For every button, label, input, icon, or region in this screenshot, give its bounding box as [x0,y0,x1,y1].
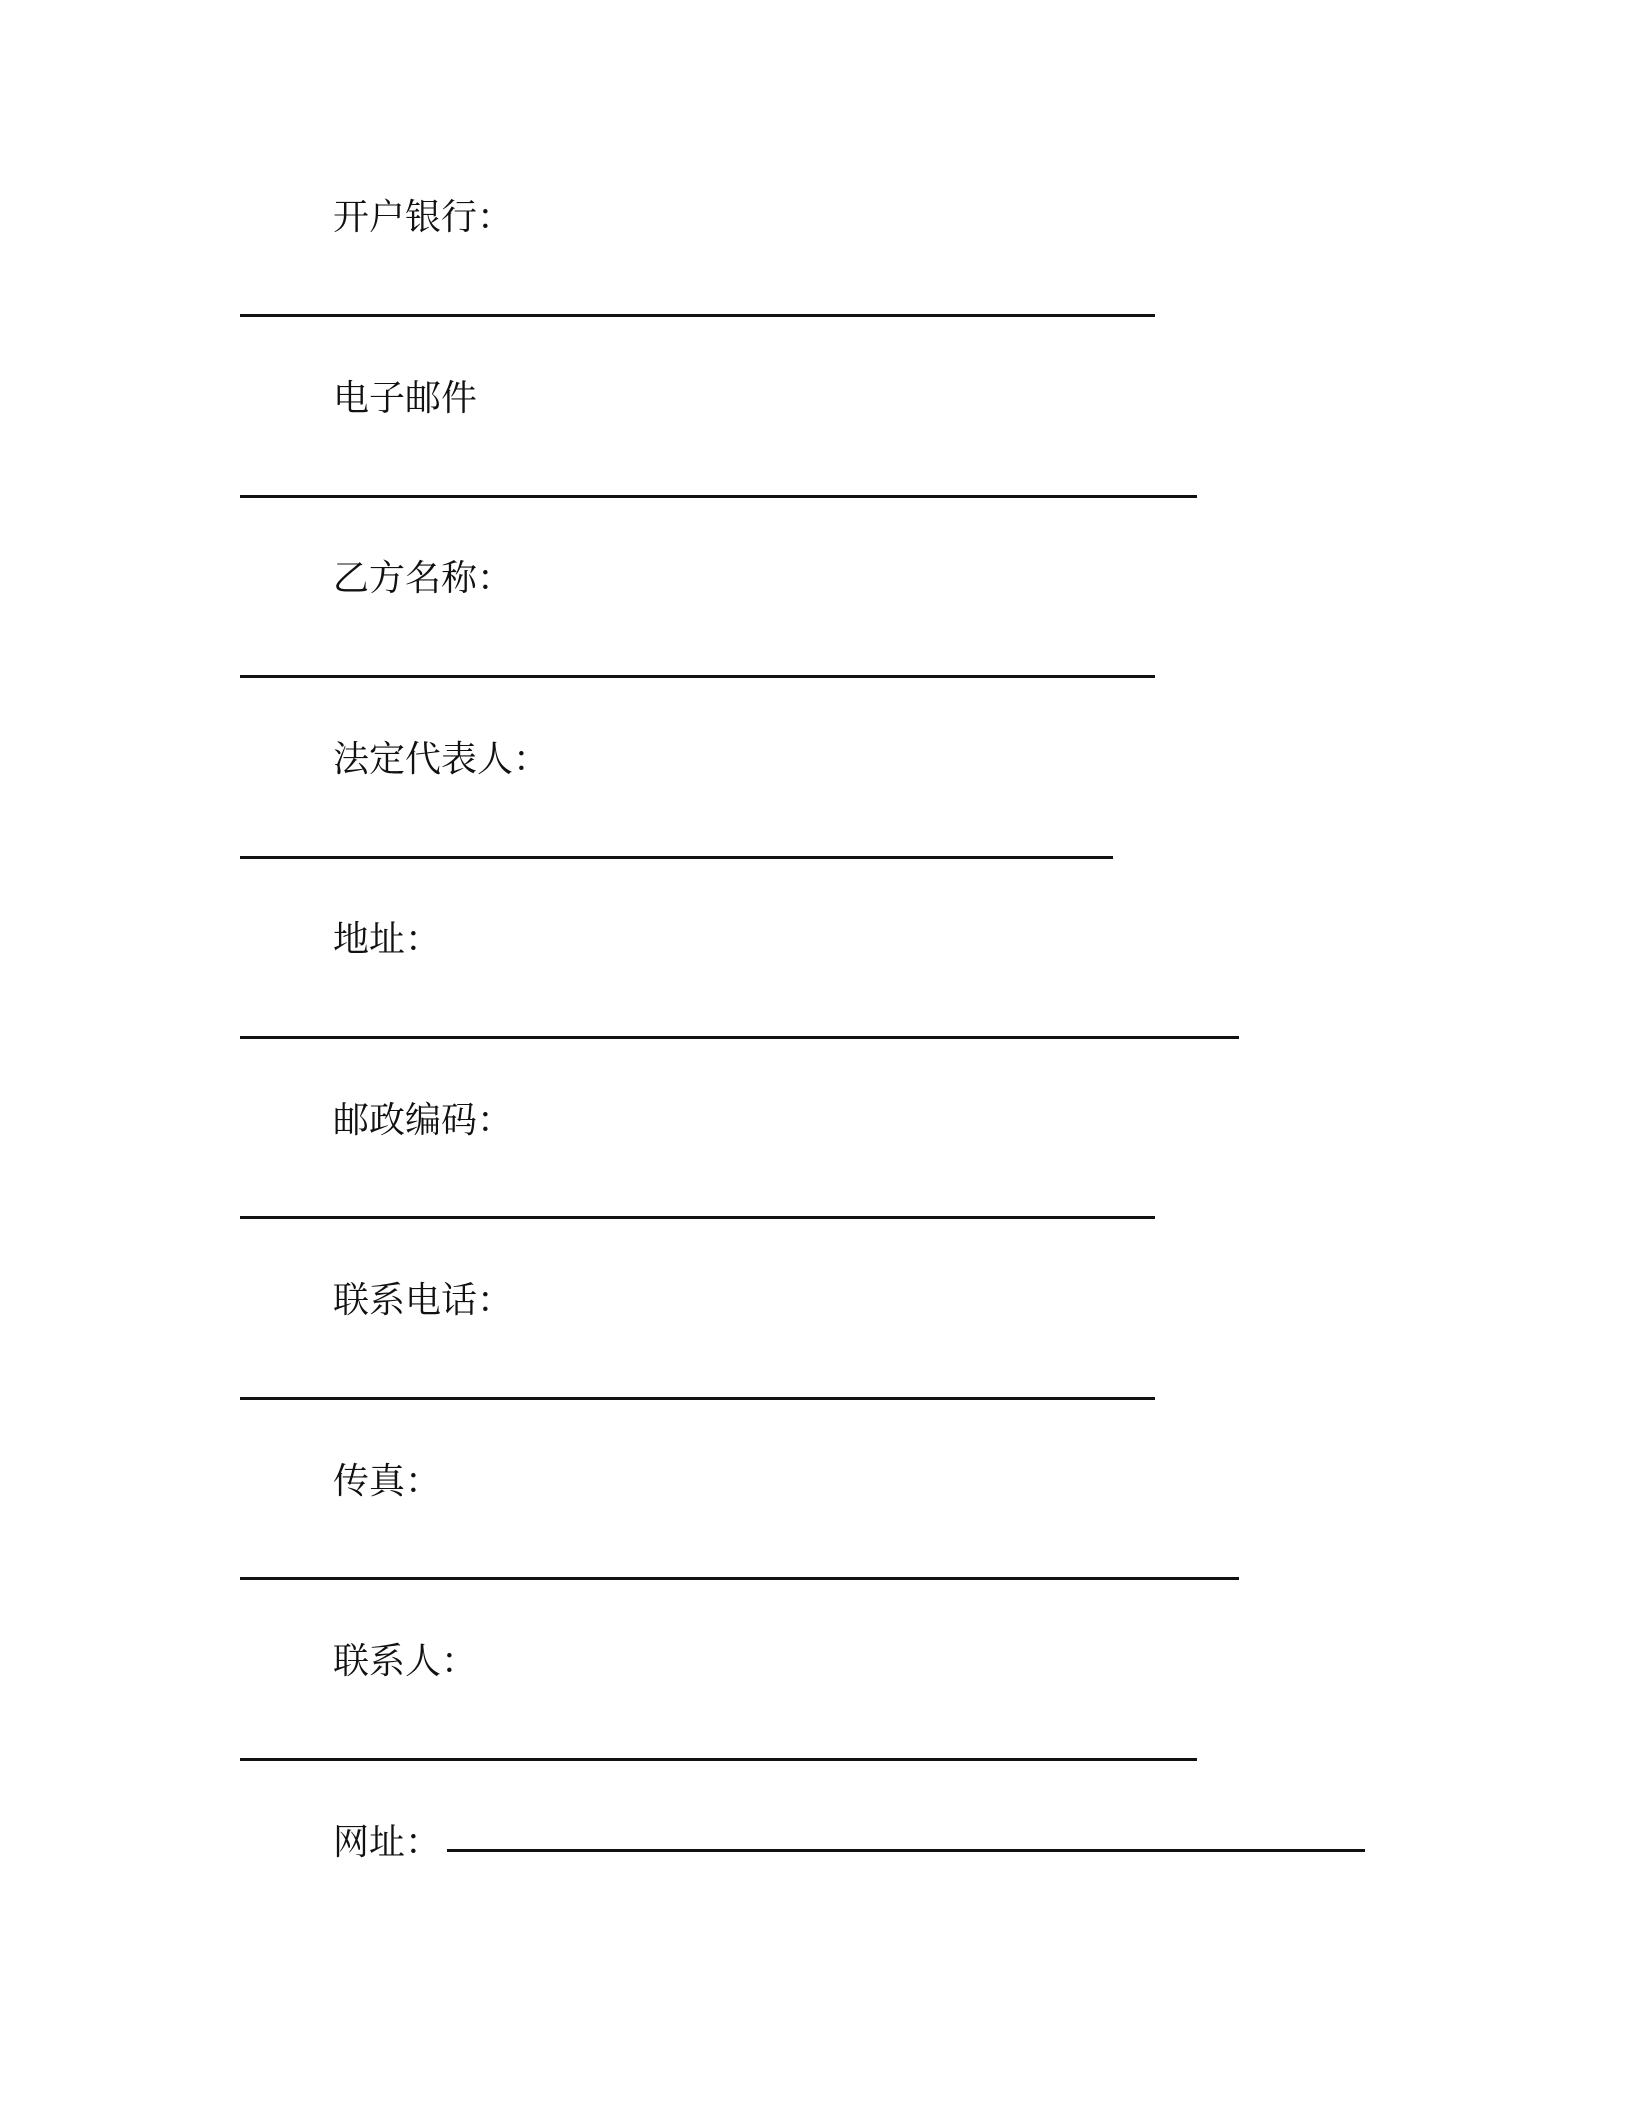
fill-line-website [447,1849,1365,1852]
fill-line-bank [240,314,1155,317]
field-label-phone: 联系电话： [333,1280,514,1321]
field-label-postal-code: 邮政编码： [333,1100,514,1141]
field-website [333,1821,1365,1865]
field-label-address: 地址： [333,919,442,960]
fill-line-postal-code [240,1216,1155,1219]
field-label-website: 网址： [333,1822,442,1863]
fill-line-address [240,1036,1239,1039]
field-label-legal-representative: 法定代表人： [333,739,550,780]
fill-line-email [240,495,1197,498]
field-label-email: 电子邮件 [333,378,478,419]
fill-line-fax [240,1577,1239,1580]
fill-line-legal-representative [240,856,1113,859]
fill-line-phone [240,1397,1155,1400]
field-label-party-b-name: 乙方名称： [333,558,514,599]
fill-line-party-b-name [240,675,1155,678]
field-label-bank: 开户银行： [333,197,514,238]
field-label-contact-person: 联系人： [333,1641,478,1682]
fill-line-contact-person [240,1758,1197,1761]
field-label-fax: 传真： [333,1461,442,1502]
